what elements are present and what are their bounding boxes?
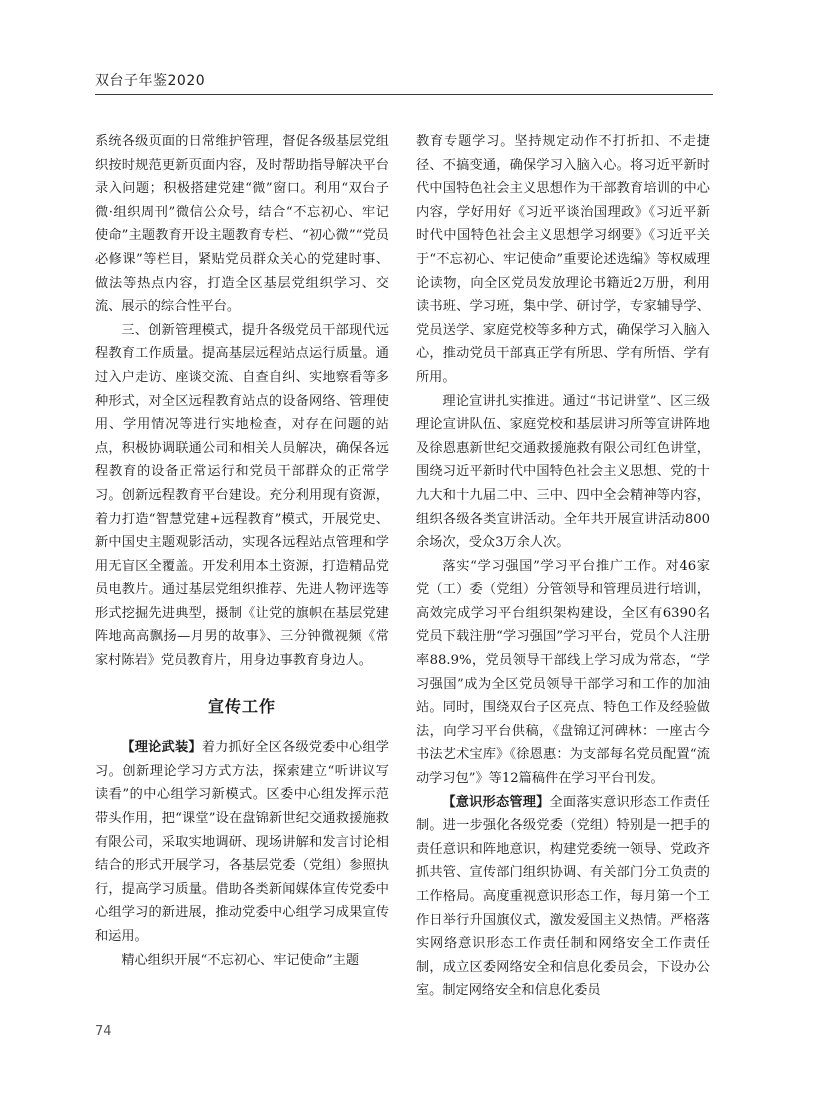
left-paragraph-theory: [95, 736, 389, 948]
right-paragraph-continued: 教育专题学习。坚持规定动作不打折扣、不走捷径、不搞变通，确保学习入脑入心。将习近平新时代中国特色社会主义思想作为干部教育培训的中心内容，学好用好《习近平谈治国理政》《习近平新时代中国特色社会主义思想学习纲要》《习近平关于“不忘初心、牢记使命”重要论述选编》等权威理论读物，向全区党员发放理论书籍近2万册，利用读书班、学习班，集中学、研讨学，专家辅导学、党员送学、家庭党校等多种方式，确保学习入脑入心，推动党员干部真正学有所思、学有所悟、学有所用。: [416, 134, 710, 385]
left-paragraph-continued: 系统各级页面的日常维护管理，督促各级基层党组织按时规范更新页面内容，及时帮助指导解决平台录入问题；积极搭建党建“微”窗口。利用“双台子微·组织周刊”微信公众号，结合“不忘初心、牢记使命”主题教育开设主题教育专栏、“初心微”“党员必修课”等栏目，紧贴党员群众关心的党建时事、做法等热点内容，打造全区基层党组织学习、交流、展示的综合性平台。: [95, 134, 389, 315]
left-paragraph-education: 精心组织开展“不忘初心、牢记使命”主题: [121, 952, 360, 968]
ideology-text: 全面落实意识形态工作责任制。进一步强化各级党委（党组）特别是一把手的责任意识和阵地意识，构建党委统一领导、党政齐抓共管、宣传部门组织协调、有关部门分工负责的工作格局。高度重视意识形态工作，每月第一个工作日举行升国旗仪式，激发爱国主义热情。严格落实网络意识形态工作责任制和网络安全工作责任制，成立区委网络安全和信息化委员会，下设办公室。制定网络安全和信息化委员: [416, 794, 710, 999]
right-column: [416, 130, 710, 1003]
page-number: 74: [95, 1024, 112, 1039]
header-rule: [95, 94, 713, 95]
left-paragraph-management: 三、创新管理模式，提升各级党员干部现代远程教育工作质量。提高基层远程站点运行质量。通过入户走访、座谈交流、自查自纠、实地察看等多种形式，对全区远程教育站点的设备网络、管理使用、学用情况等进行实地检查，对存在问题的站点，积极协调联通公司和相关人员解决，确保各远程教育的设备正常运行和党员干部群众的正常学习。创新远程教育平台建设。充分利用现有资源，着力打造“智慧党建+远程教育”模式，开展党史、新中国史主题观影活动，实现各远程站点管理和学用无盲区全覆盖。开发利用本土资源，打造精品党员电教片。通过基层党组织推荐、先进人物评选等形式挖掘先进典型，摄制《让党的旗帜在基层党建阵地高高飘扬—月男的故事》、三分钟微视频《常家村陈岩》党员教育片，用身边事教育身边人。: [95, 322, 389, 669]
right-paragraph-lecture: 理论宣讲扎实推进。通过“书记讲堂”、区三级理论宣讲队伍、家庭党校和基层讲习所等宣讲阵地及徐恩惠新世纪交通救援施救有限公司红色讲堂，围绕习近平新时代中国特色社会主义思想、党的十九大和十九届二中、三中、四中全会精神等内容，组织各级各类宣讲活动。全年共开展宣讲活动800余场次，受众3万余人次。: [416, 393, 710, 551]
theory-text: 着力抓好全区各级党委中心组学习。创新理论学习方式方法，探索建立“听讲议写读看”的中心组学习新模式。区委中心组发挥示范带头作用，把“课堂”设在盘锦新世纪交通救援施救有限公司，采取实地调研、现场讲解和发言讨论相结合的形式开展学习，各基层党委（党组）参照执行，提高学习质量。借助各类新闻媒体宣传党委中心组学习的新进展，推动党委中心组学习成果宣传和运用。: [95, 740, 389, 944]
left-column: [95, 130, 389, 972]
theory-tag: 【理论武装】: [121, 740, 202, 756]
running-header: 双台子年鉴2020: [95, 73, 206, 89]
section-title: 宣传工作: [207, 696, 276, 716]
right-paragraph-xuexi: 落实“学习强国”学习平台推广工作。对46家党（工）委（党组）分管领导和管理员进行培训，高效完成学习平台组织架构建设，全区有6390名党员下载注册“学习强国”学习平台，党员个人注册率88.9%，党员领导干部线上学习成为常态，“学习强国”成为全区党员领导干部学习和工作的加油站。同时，围绕双台子区亮点、特色工作及经验做法，向学习平台供稿，《盘锦辽河碑林：一座古今书法艺术宝库》《徐恩惠：为支部每名党员配置“流动学习包”》等12篇稿件在学习平台刊发。: [416, 558, 710, 787]
right-paragraph-ideology: [416, 791, 710, 1003]
ideology-tag: 【意识形态管理】: [442, 794, 550, 810]
